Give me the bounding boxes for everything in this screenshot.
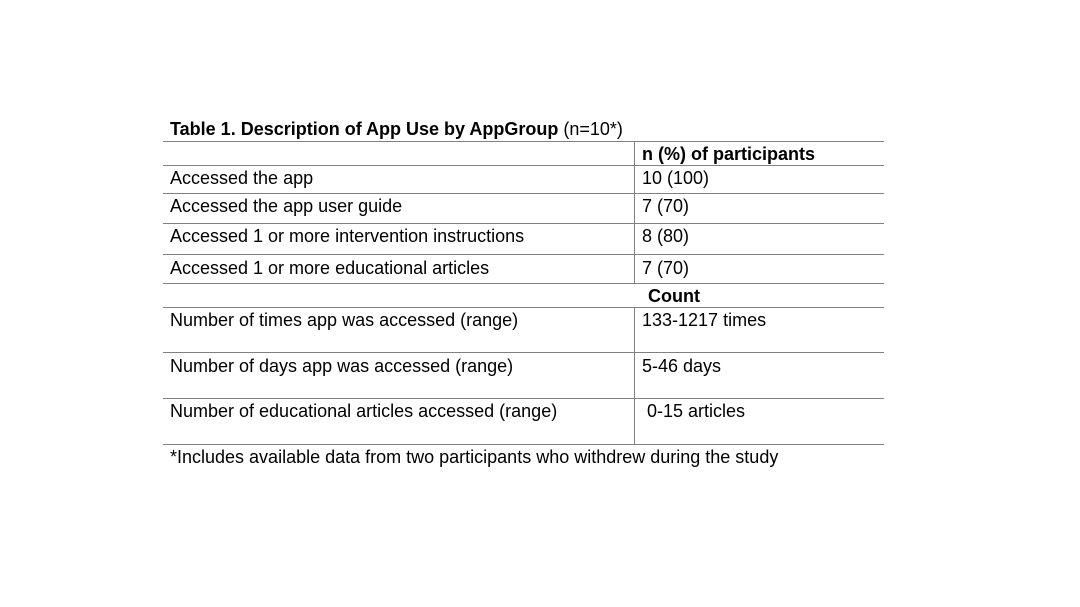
table-rule: [163, 165, 884, 166]
row-value-accessed-app: 10 (100): [642, 168, 710, 188]
row-value-days-accessed: 5-46 days: [642, 356, 722, 376]
table-rule: [163, 254, 884, 255]
table-rule: [163, 193, 884, 194]
row-value-articles-accessed: 0-15 articles: [647, 401, 746, 421]
row-value-articles: 7 (70): [642, 258, 690, 278]
table-rule: [163, 352, 884, 353]
row-value-instructions: 8 (80): [642, 226, 690, 246]
table-caption-n: (n=10*): [563, 119, 623, 139]
table-rule-top: [163, 141, 884, 142]
table-footnote: *Includes available data from two participants who withdrew during the study: [170, 447, 779, 467]
row-label-days-accessed: Number of days app was accessed (range): [170, 356, 514, 376]
row-label-user-guide: Accessed the app user guide: [170, 196, 403, 216]
header-participants: n (%) of participants: [642, 144, 816, 164]
table-rule: [163, 223, 884, 224]
row-label-articles: Accessed 1 or more educational articles: [170, 258, 490, 278]
table-rule-bottom: [163, 444, 884, 445]
column-divider-lower: [634, 307, 635, 444]
table-rule: [163, 307, 884, 308]
table-caption: [170, 118, 623, 140]
row-label-times-accessed: Number of times app was accessed (range): [170, 310, 519, 330]
table-rule: [163, 398, 884, 399]
row-label-articles-accessed: Number of educational articles accessed (range): [170, 401, 558, 421]
table-rule: [163, 283, 884, 284]
row-value-times-accessed: 133-1217 times: [642, 310, 767, 330]
table-caption-title: Table 1. Description of App Use by AppGroup: [170, 119, 559, 139]
row-value-user-guide: 7 (70): [642, 196, 690, 216]
column-divider-upper: [634, 141, 635, 283]
header-count: Count: [648, 286, 700, 306]
row-label-accessed-app: Accessed the app: [170, 168, 314, 188]
row-label-instructions: Accessed 1 or more intervention instructions: [170, 226, 525, 246]
